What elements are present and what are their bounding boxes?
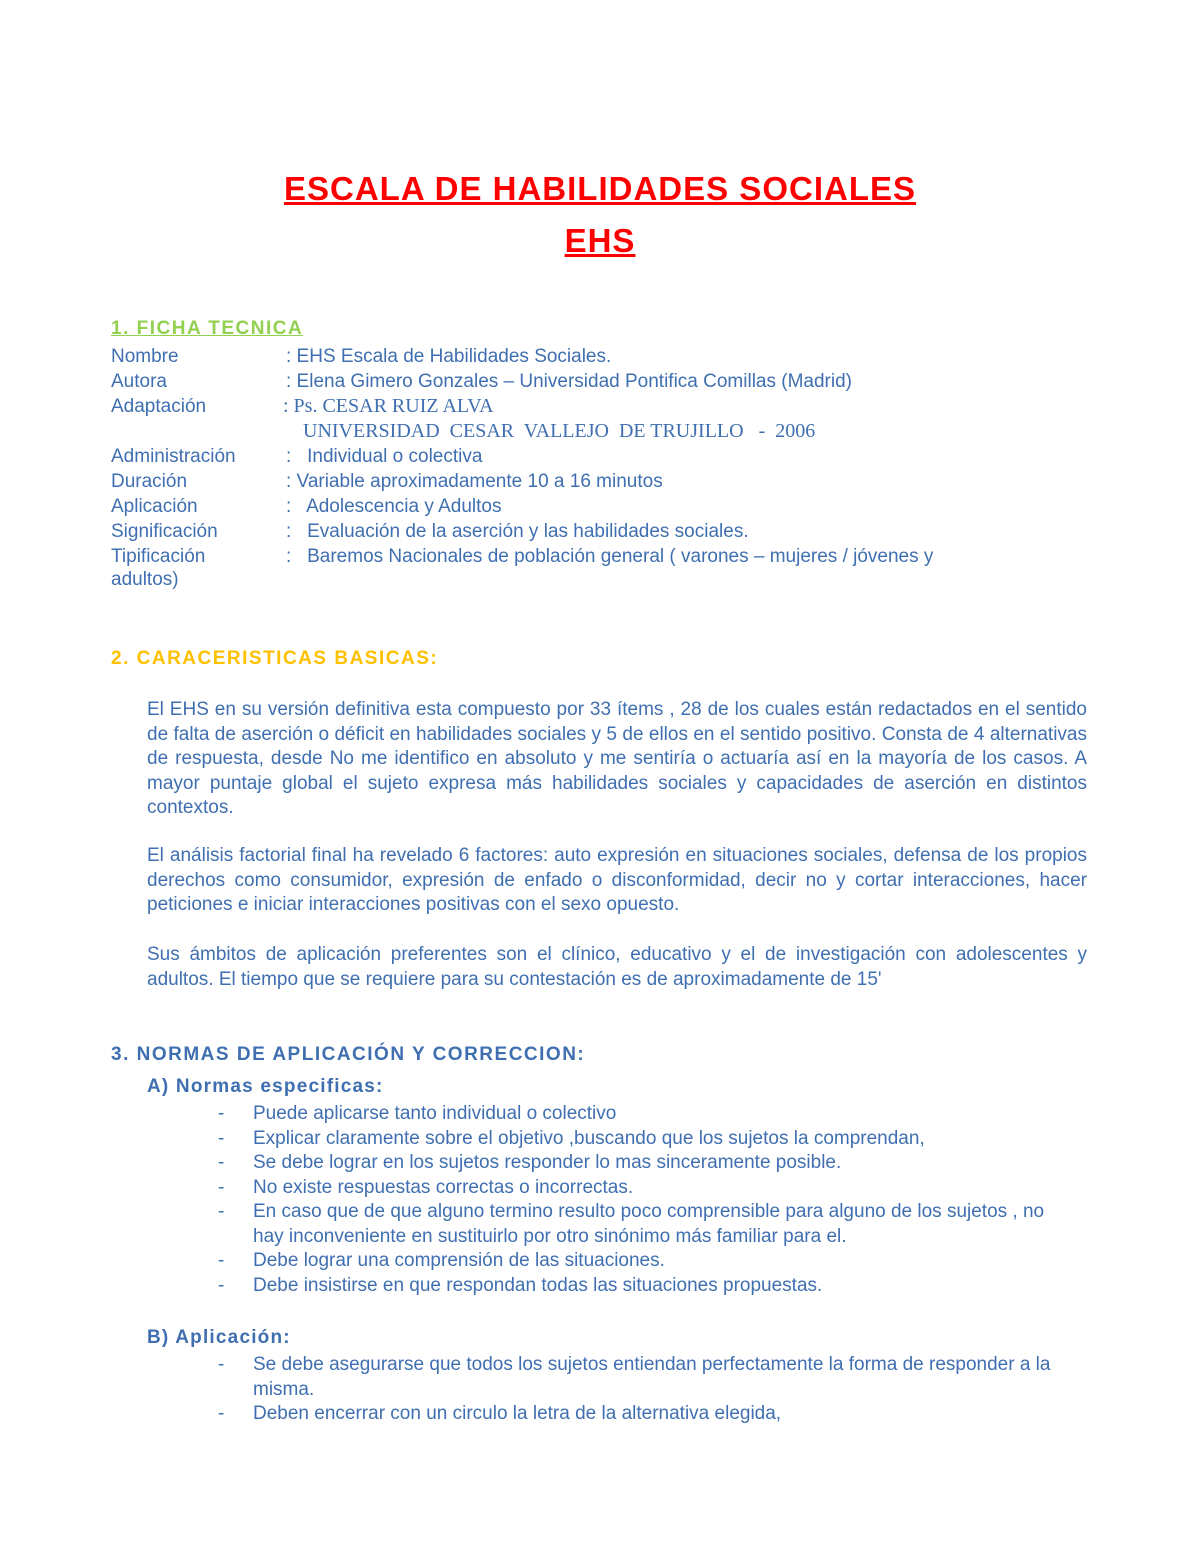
list-item: - Debe insistirse en que respondan todas las situaciones propuestas. [218, 1274, 1068, 1299]
ficha-label: Duración [111, 471, 188, 492]
ficha-value: : Elena Gimero Gonzales – Universidad Pontifica Comillas (Madrid) [286, 371, 853, 392]
aplicacion-list [218, 1353, 1068, 1427]
normas-list [218, 1102, 1068, 1298]
section-heading-caracteristicas: 2. CARACERISTICAS BASICAS: [111, 648, 439, 669]
list-item: - Deben encerrar con un circulo la letra de la alternativa elegida, [218, 1402, 1068, 1427]
ficha-value: : Adolescencia y Adultos [286, 496, 502, 517]
paragraph: Sus ámbitos de aplicación preferentes son el clínico, educativo y el de investigación con adolescentes y adultos. El tiempo que se requiere para su contestación es de aproximadamente de 15' [147, 944, 1087, 990]
ficha-value: : Variable aproximadamente 10 a 16 minutos [286, 471, 663, 492]
ficha-value: UNIVERSIDAD CESAR VALLEJO DE TRUJILLO - 2006 [283, 420, 816, 442]
document-title: ESCALA DE HABILIDADES SOCIALES [284, 170, 916, 207]
ficha-value: : Individual o colectiva [286, 446, 483, 467]
ficha-label: Adaptación [111, 396, 207, 417]
list-item: - Explicar claramente sobre el objetivo ,buscando que los sujetos la comprendan, [218, 1127, 1068, 1152]
ficha-label: Aplicación [111, 496, 198, 517]
subheading-normas-especificas: A) Normas especificas: [147, 1076, 384, 1097]
document-subtitle: EHS [564, 222, 636, 259]
list-item: - En caso que de que alguno termino resulto poco comprensible para alguno de los sujetos , no hay inconveniente en sustituirlo por otro sinónimo más familiar para el. [218, 1200, 1068, 1249]
ficha-value: : EHS Escala de Habilidades Sociales. [286, 346, 612, 367]
subheading-aplicacion: B) Aplicación: [147, 1327, 291, 1348]
ficha-label: Administración [111, 446, 236, 467]
ficha-label: Nombre [111, 346, 179, 367]
list-item: - Se debe lograr en los sujetos responder lo mas sinceramente posible. [218, 1151, 1068, 1176]
list-item: - Puede aplicarse tanto individual o colectivo [218, 1102, 1068, 1127]
paragraph: El análisis factorial final ha revelado 6 factores: auto expresión en situaciones sociales, defensa de los propios derechos como consumidor, expresión de enfado o disconformidad, decir no y cortar interacciones, hacer peticiones e iniciar interacciones positivas con el sexo opuesto. [147, 845, 1087, 916]
ficha-label: Significación [111, 521, 218, 542]
paragraph: El EHS en su versión definitiva esta compuesto por 33 ítems , 28 de los cuales están redactados en el sentido de falta de aserción o déficit en habilidades sociales y 5 de ellos en el sentido positivo. Consta de 4 alternativas de respuesta, desde No me identifico en absoluto y me sentiría o actuaría así en la mayoría de los casos. A mayor puntaje global el sujeto expresa más habilidades sociales y capacidades de aserción en distintos contextos. [147, 699, 1087, 819]
list-item: - Se debe asegurarse que todos los sujetos entiendan perfectamente la forma de responder a la misma. [218, 1353, 1068, 1402]
section-heading-normas: 3. NORMAS DE APLICACIÓN Y CORRECCION: [111, 1044, 586, 1065]
ficha-value: : Evaluación de la aserción y las habilidades sociales. [286, 521, 749, 542]
list-item: - Debe lograr una comprensión de las situaciones. [218, 1249, 1068, 1274]
section-heading-ficha-tecnica: 1. FICHA TECNICA [111, 318, 304, 339]
ficha-value: : Baremos Nacionales de población general ( varones – mujeres / jóvenes y [286, 546, 934, 567]
list-item: - No existe respuestas correctas o incorrectas. [218, 1176, 1068, 1201]
ficha-label: Tipificación [111, 546, 206, 567]
ficha-wrap-text: adultos) [111, 569, 179, 590]
ficha-label: Autora [111, 371, 167, 392]
ficha-value: : Ps. CESAR RUIZ ALVA [283, 395, 494, 417]
